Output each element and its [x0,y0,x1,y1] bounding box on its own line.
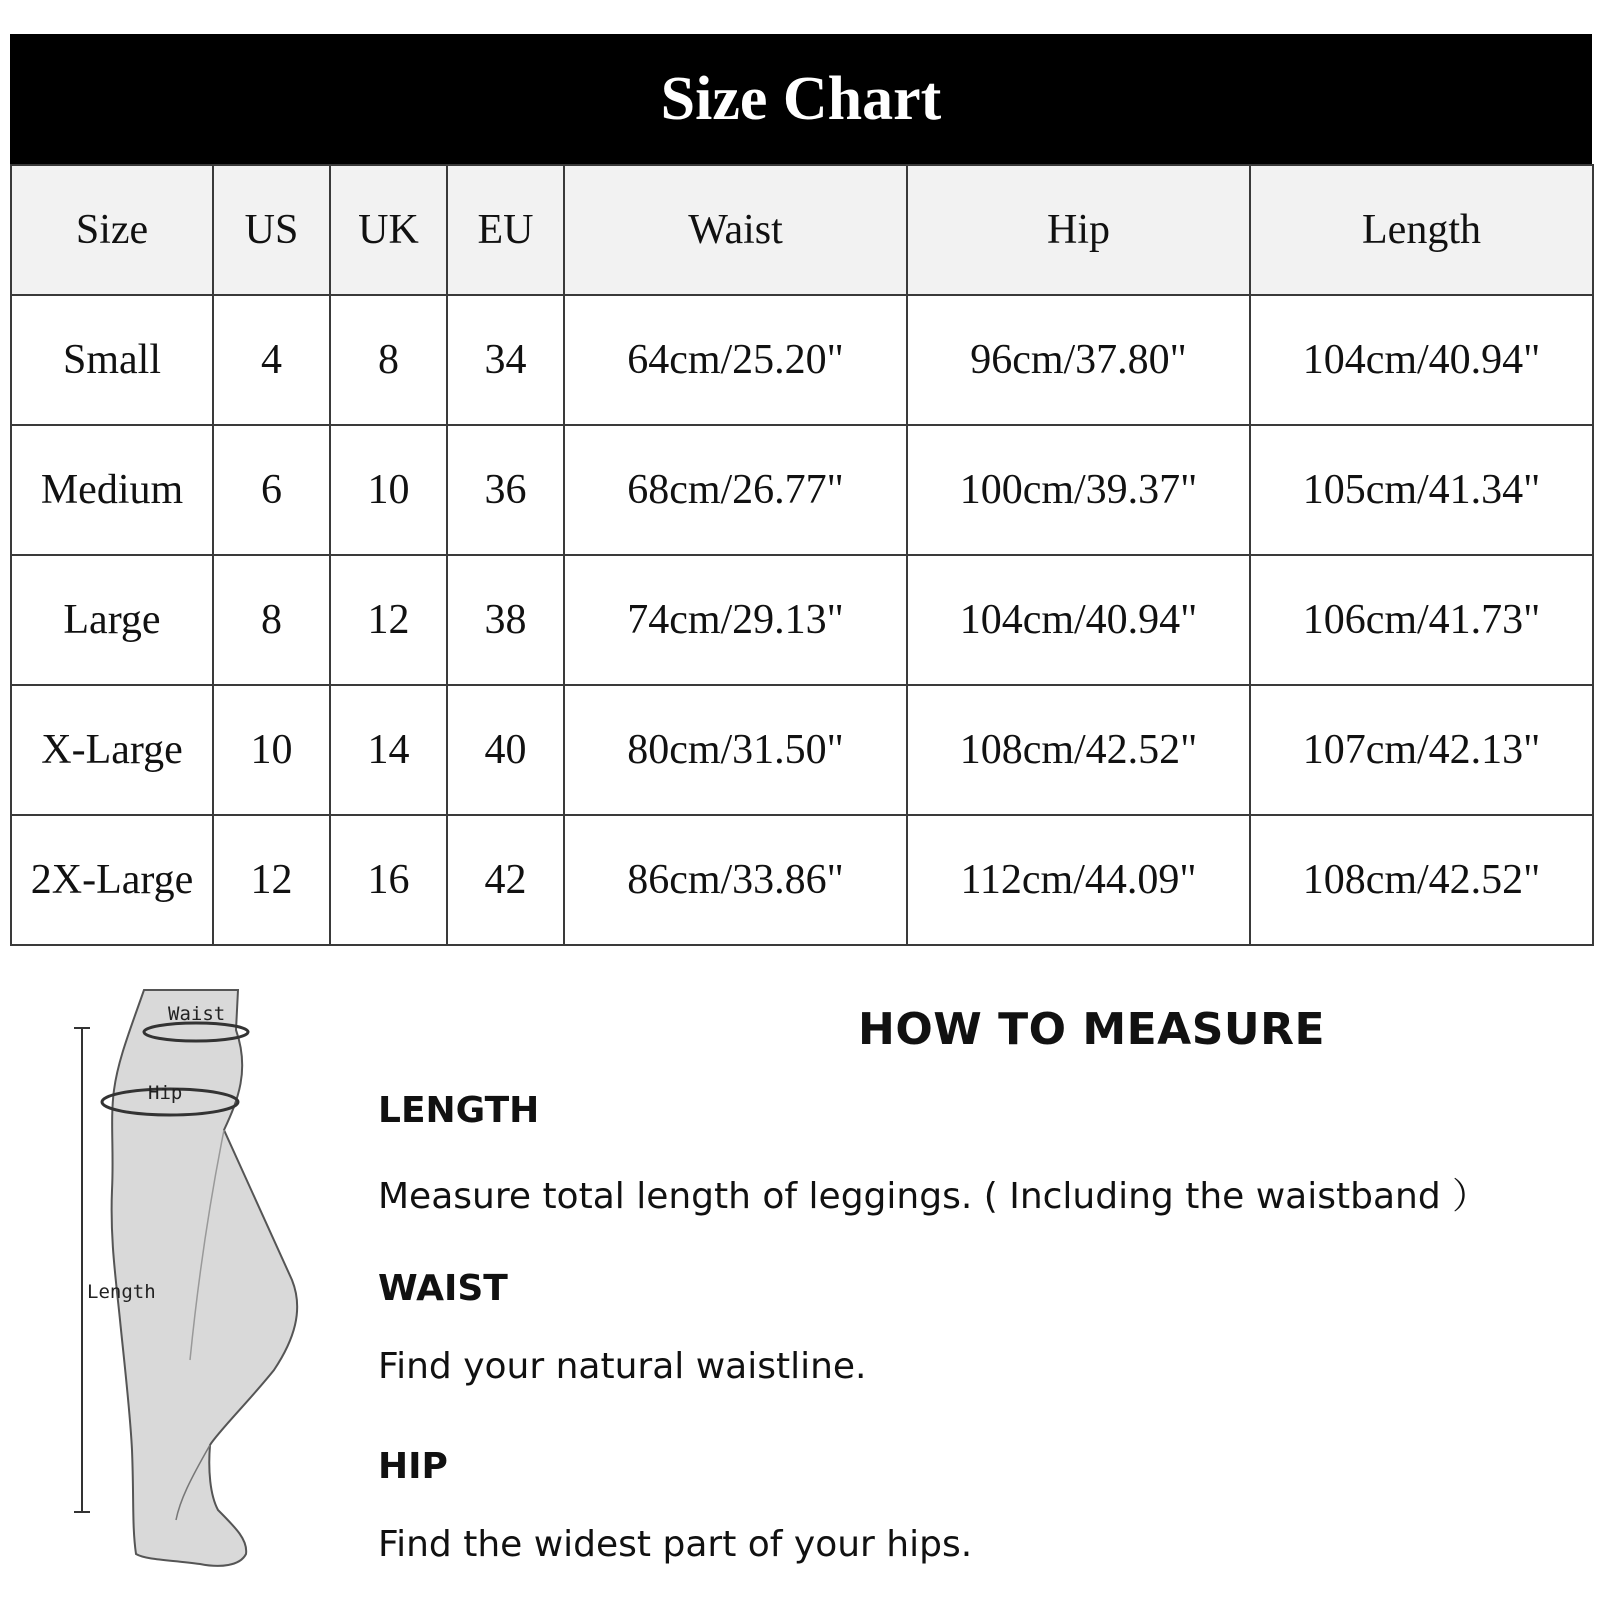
cell-hip: 100cm/39.37" [907,425,1250,555]
header-us: US [213,165,330,295]
header-hip: Hip [907,165,1250,295]
cell-eu: 40 [447,685,564,815]
cell-waist: 64cm/25.20" [564,295,907,425]
header-waist: Waist [564,165,907,295]
length-heading: LENGTH [378,1090,540,1131]
cell-hip: 108cm/42.52" [907,685,1250,815]
header-size: Size [11,165,213,295]
table-header-row [11,165,1593,295]
header-length: Length [1250,165,1593,295]
cell-length: 105cm/41.34" [1250,425,1593,555]
table-row [11,685,1593,815]
cell-waist: 68cm/26.77" [564,425,907,555]
cell-uk: 14 [330,685,447,815]
cell-length: 107cm/42.13" [1250,685,1593,815]
header-uk: UK [330,165,447,295]
size-table [10,164,1594,946]
leggings-figure [60,980,340,1590]
cell-length: 104cm/40.94" [1250,295,1593,425]
cell-us: 6 [213,425,330,555]
cell-waist: 80cm/31.50" [564,685,907,815]
cell-hip: 112cm/44.09" [907,815,1250,945]
cell-us: 10 [213,685,330,815]
waist-heading: WAIST [378,1268,508,1309]
table-row [11,555,1593,685]
cell-size: 2X-Large [11,815,213,945]
header-eu: EU [447,165,564,295]
leggings-shape [112,990,298,1566]
cell-eu: 38 [447,555,564,685]
figure-hip-label: Hip [148,1082,183,1104]
cell-waist: 86cm/33.86" [564,815,907,945]
cell-size: Large [11,555,213,685]
hip-text: Find the widest part of your hips. [378,1524,973,1565]
cell-uk: 8 [330,295,447,425]
hip-heading: HIP [378,1446,448,1487]
cell-length: 106cm/41.73" [1250,555,1593,685]
table-row [11,295,1593,425]
table-row [11,815,1593,945]
table-row [11,425,1593,555]
cell-length: 108cm/42.52" [1250,815,1593,945]
leggings-illustration [60,980,340,1590]
cell-hip: 104cm/40.94" [907,555,1250,685]
size-chart-title: Size Chart [10,34,1592,164]
cell-uk: 10 [330,425,447,555]
cell-us: 8 [213,555,330,685]
cell-uk: 16 [330,815,447,945]
length-text: Measure total length of leggings. ( Including the waistband ） [378,1176,1489,1217]
cell-us: 12 [213,815,330,945]
waist-text: Find your natural waistline. [378,1346,867,1387]
cell-us: 4 [213,295,330,425]
how-to-measure-title: HOW TO MEASURE [858,1004,1326,1055]
cell-size: X-Large [11,685,213,815]
cell-hip: 96cm/37.80" [907,295,1250,425]
cell-uk: 12 [330,555,447,685]
cell-waist: 74cm/29.13" [564,555,907,685]
cell-eu: 34 [447,295,564,425]
cell-size: Small [11,295,213,425]
figure-length-label: Length [87,1281,156,1303]
figure-waist-label: Waist [168,1003,226,1025]
cell-eu: 42 [447,815,564,945]
cell-size: Medium [11,425,213,555]
cell-eu: 36 [447,425,564,555]
